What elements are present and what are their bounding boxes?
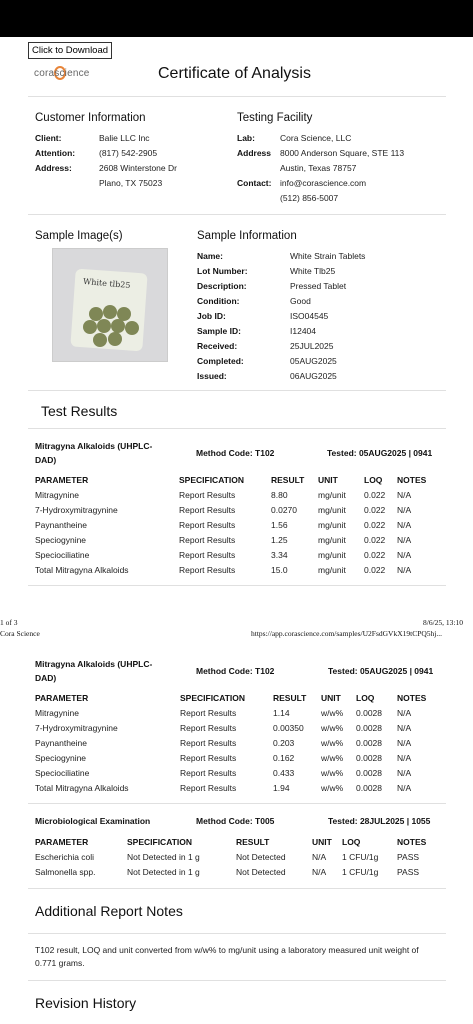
table-column-header: RESULT	[271, 475, 305, 485]
table1-name-line2: DAD)	[35, 455, 57, 465]
sample-info-label: Lot Number:	[197, 266, 248, 276]
table-cell: PASS	[397, 852, 420, 862]
table-cell: mg/unit	[318, 520, 346, 530]
table-cell: 0.022	[364, 565, 386, 575]
table-cell: Report Results	[179, 550, 236, 560]
customer-address-label: Address:	[35, 163, 72, 173]
table-column-header: LOQ	[364, 475, 383, 485]
table-cell: 0.0028	[356, 783, 382, 793]
table-cell: 0.022	[364, 520, 386, 530]
table3-tested: Tested: 28JUL2025 | 1055	[328, 816, 431, 826]
customer-address-line1: 2608 Winterstone Dr	[99, 163, 177, 173]
table-cell: 0.00350	[273, 723, 304, 733]
table-cell: N/A	[397, 505, 412, 515]
divider	[28, 428, 446, 429]
table-column-header: UNIT	[312, 837, 332, 847]
table-column-header: RESULT	[273, 693, 307, 703]
table-cell: N/A	[397, 783, 412, 793]
table-cell: Report Results	[179, 565, 236, 575]
table1-method: Method Code: T102	[196, 448, 275, 458]
table-cell: Speciogynine	[35, 535, 87, 545]
table-cell: w/w%	[321, 783, 344, 793]
browser-top-bar	[0, 0, 473, 37]
attention-label: Attention:	[35, 148, 76, 158]
lab-value: Cora Science, LLC	[280, 133, 352, 143]
divider	[28, 96, 446, 97]
tablet	[103, 305, 117, 319]
table-cell: N/A	[397, 738, 412, 748]
table-cell: w/w%	[321, 738, 344, 748]
cora-science-logo	[34, 66, 96, 82]
table-cell: mg/unit	[318, 490, 346, 500]
table-cell: 0.022	[364, 490, 386, 500]
test-results-heading: Test Results	[41, 403, 118, 419]
sample-info-label: Completed:	[197, 356, 244, 366]
table-cell: 15.0	[271, 565, 288, 575]
tablet	[93, 333, 107, 347]
table-cell: Report Results	[180, 783, 237, 793]
sample-info-value: 25JUL2025	[290, 341, 334, 351]
table-column-header: NOTES	[397, 837, 427, 847]
table-column-header: RESULT	[236, 837, 270, 847]
table-cell: mg/unit	[318, 505, 346, 515]
table-column-header: UNIT	[321, 693, 341, 703]
table-cell: Report Results	[180, 738, 237, 748]
tablet	[125, 321, 139, 335]
table-cell: N/A	[397, 490, 412, 500]
table-cell: 1.14	[273, 708, 290, 718]
table-cell: Report Results	[179, 505, 236, 515]
customer-address-line2: Plano, TX 75023	[99, 178, 163, 188]
download-button[interactable]: Click to Download	[28, 42, 112, 59]
table-cell: 3.34	[271, 550, 288, 560]
sample-info-value: ISO04545	[290, 311, 329, 321]
table-cell: 0.022	[364, 505, 386, 515]
table-cell: 0.0028	[356, 708, 382, 718]
table-cell: N/A	[397, 550, 412, 560]
logo-text: corascience	[34, 68, 90, 79]
table-cell: Paynantheine	[35, 520, 87, 530]
table-cell: w/w%	[321, 768, 344, 778]
customer-heading: Customer Information	[35, 112, 146, 124]
table-cell: mg/unit	[318, 550, 346, 560]
client-label: Client:	[35, 133, 62, 143]
table3-name: Microbiological Examination	[35, 816, 151, 826]
table-cell: Report Results	[180, 753, 237, 763]
revision-heading: Revision History	[35, 995, 137, 1011]
sample-info-heading: Sample Information	[197, 230, 297, 242]
table2-name-line2: DAD)	[35, 673, 57, 683]
divider	[28, 980, 446, 981]
table-cell: w/w%	[321, 723, 344, 733]
bag-label: White tlb25	[82, 276, 131, 291]
tablet	[83, 320, 97, 334]
table-cell: Report Results	[179, 535, 236, 545]
notes-heading: Additional Report Notes	[35, 903, 183, 919]
print-datetime: 8/6/25, 13:10	[423, 618, 464, 627]
sample-info-value: White Strain Tablets	[290, 251, 366, 261]
table-cell: Salmonella spp.	[35, 867, 96, 877]
table2-tested: Tested: 05AUG2025 | 0941	[328, 666, 434, 676]
table-cell: Report Results	[179, 490, 236, 500]
table-cell: N/A	[397, 708, 412, 718]
sample-info-label: Issued:	[197, 371, 227, 381]
table-cell: 7-Hydroxymitragynine	[35, 505, 118, 515]
table-cell: Report Results	[180, 723, 237, 733]
facility-address-line2: Austin, Texas 78757	[280, 163, 357, 173]
table-column-header: UNIT	[318, 475, 338, 485]
table-cell: 0.022	[364, 535, 386, 545]
table-cell: 1 CFU/1g	[342, 867, 379, 877]
facility-address-line1: 8000 Anderson Square, STE 113	[280, 148, 405, 158]
table-cell: Total Mitragyna Alkaloids	[35, 565, 129, 575]
table-cell: w/w%	[321, 708, 344, 718]
table-cell: 0.0028	[356, 723, 382, 733]
sample-info-value: 06AUG2025	[290, 371, 337, 381]
table-cell: Not Detected	[236, 852, 286, 862]
table-cell: N/A	[397, 723, 412, 733]
contact-label: Contact:	[237, 178, 272, 188]
table-cell: Not Detected	[236, 867, 286, 877]
table-cell: Report Results	[180, 708, 237, 718]
table-cell: Speciociliatine	[35, 768, 90, 778]
table-cell: mg/unit	[318, 535, 346, 545]
sample-info-label: Received:	[197, 341, 238, 351]
table-cell: N/A	[397, 753, 412, 763]
tablet	[111, 319, 125, 333]
contact-phone: (512) 856-5007	[280, 193, 339, 203]
table-cell: 0.022	[364, 550, 386, 560]
table-cell: 0.0028	[356, 753, 382, 763]
site-name: Cora Science	[0, 629, 40, 638]
attention-value: (817) 542-2905	[99, 148, 158, 158]
divider	[28, 390, 446, 391]
sample-info-label: Name:	[197, 251, 223, 261]
table-column-header: PARAMETER	[35, 693, 89, 703]
tablet	[97, 319, 111, 333]
table-cell: 0.0028	[356, 738, 382, 748]
table-cell: 7-Hydroxymitragynine	[35, 723, 118, 733]
table-cell: Not Detected in 1 g	[127, 852, 200, 862]
table-cell: PASS	[397, 867, 420, 877]
sample-info-value: 05AUG2025	[290, 356, 337, 366]
page-number: 1 of 3	[0, 618, 18, 627]
table-cell: Report Results	[179, 520, 236, 530]
table-cell: Escherichia coli	[35, 852, 95, 862]
divider	[28, 585, 446, 586]
table-cell: mg/unit	[318, 565, 346, 575]
page-url[interactable]: https://app.corascience.com/samples/U2FsdGVkX19tCPQ5hj...	[251, 629, 443, 638]
table-cell: N/A	[312, 867, 327, 877]
sample-images-heading: Sample Image(s)	[35, 230, 123, 242]
sample-info-value: Good	[290, 296, 311, 306]
table-column-header: NOTES	[397, 693, 427, 703]
sample-info-label: Sample ID:	[197, 326, 241, 336]
divider	[28, 803, 446, 804]
table-column-header: LOQ	[342, 837, 361, 847]
divider	[28, 933, 446, 934]
table-column-header: PARAMETER	[35, 475, 89, 485]
table-cell: N/A	[397, 520, 412, 530]
table-cell: Total Mitragyna Alkaloids	[35, 783, 129, 793]
table-column-header: SPECIFICATION	[180, 693, 246, 703]
sample-info-value: White Tlb25	[290, 266, 336, 276]
table-cell: 0.203	[273, 738, 295, 748]
client-value: Balie LLC Inc	[99, 133, 150, 143]
table-cell: Speciociliatine	[35, 550, 90, 560]
table1-tested: Tested: 05AUG2025 | 0941	[327, 448, 433, 458]
sample-info-value: Pressed Tablet	[290, 281, 347, 291]
table-cell: Paynantheine	[35, 738, 87, 748]
sample-info-value: I12404	[290, 326, 316, 336]
table-cell: 1 CFU/1g	[342, 852, 379, 862]
table1-name-line1: Mitragyna Alkaloids (UHPLC-	[35, 441, 153, 451]
table-cell: Not Detected in 1 g	[127, 867, 200, 877]
sample-info-label: Description:	[197, 281, 247, 291]
table-cell: N/A	[397, 535, 412, 545]
notes-text: T102 result, LOQ and unit converted from w/w% to mg/unit using a laboratory measured unit weight of 0.771 grams.	[35, 945, 419, 968]
table-cell: N/A	[397, 565, 412, 575]
facility-heading: Testing Facility	[237, 112, 313, 124]
table-cell: 1.94	[273, 783, 290, 793]
table-cell: Speciogynine	[35, 753, 87, 763]
table-cell: 1.25	[271, 535, 288, 545]
table2-method: Method Code: T102	[196, 666, 275, 676]
table-cell: 0.433	[273, 768, 295, 778]
table-column-header: NOTES	[397, 475, 427, 485]
divider	[28, 214, 446, 215]
table-cell: N/A	[397, 768, 412, 778]
table-cell: 0.0028	[356, 768, 382, 778]
table-column-header: LOQ	[356, 693, 375, 703]
sample-info-label: Job ID:	[197, 311, 226, 321]
table-column-header: PARAMETER	[35, 837, 89, 847]
table3-method: Method Code: T005	[196, 816, 275, 826]
table-cell: 0.0270	[271, 505, 297, 515]
page-title: Certificate of Analysis	[158, 65, 311, 82]
table-cell: 8.80	[271, 490, 288, 500]
divider	[28, 888, 446, 889]
table-cell: Mitragynine	[35, 490, 79, 500]
table-cell: 1.56	[271, 520, 288, 530]
tablet	[108, 332, 122, 346]
table-column-header: SPECIFICATION	[127, 837, 193, 847]
sample-info-label: Condition:	[197, 296, 240, 306]
contact-email: info@corascience.com	[280, 178, 367, 188]
table-column-header: SPECIFICATION	[179, 475, 245, 485]
table2-name-line1: Mitragyna Alkaloids (UHPLC-	[35, 659, 153, 669]
facility-address-label: Address	[237, 148, 272, 158]
lab-label: Lab:	[237, 133, 255, 143]
table-cell: Report Results	[180, 768, 237, 778]
sample-photo	[52, 248, 168, 362]
table-cell: 0.162	[273, 753, 295, 763]
table-cell: N/A	[312, 852, 327, 862]
table-cell: Mitragynine	[35, 708, 79, 718]
table-cell: w/w%	[321, 753, 344, 763]
